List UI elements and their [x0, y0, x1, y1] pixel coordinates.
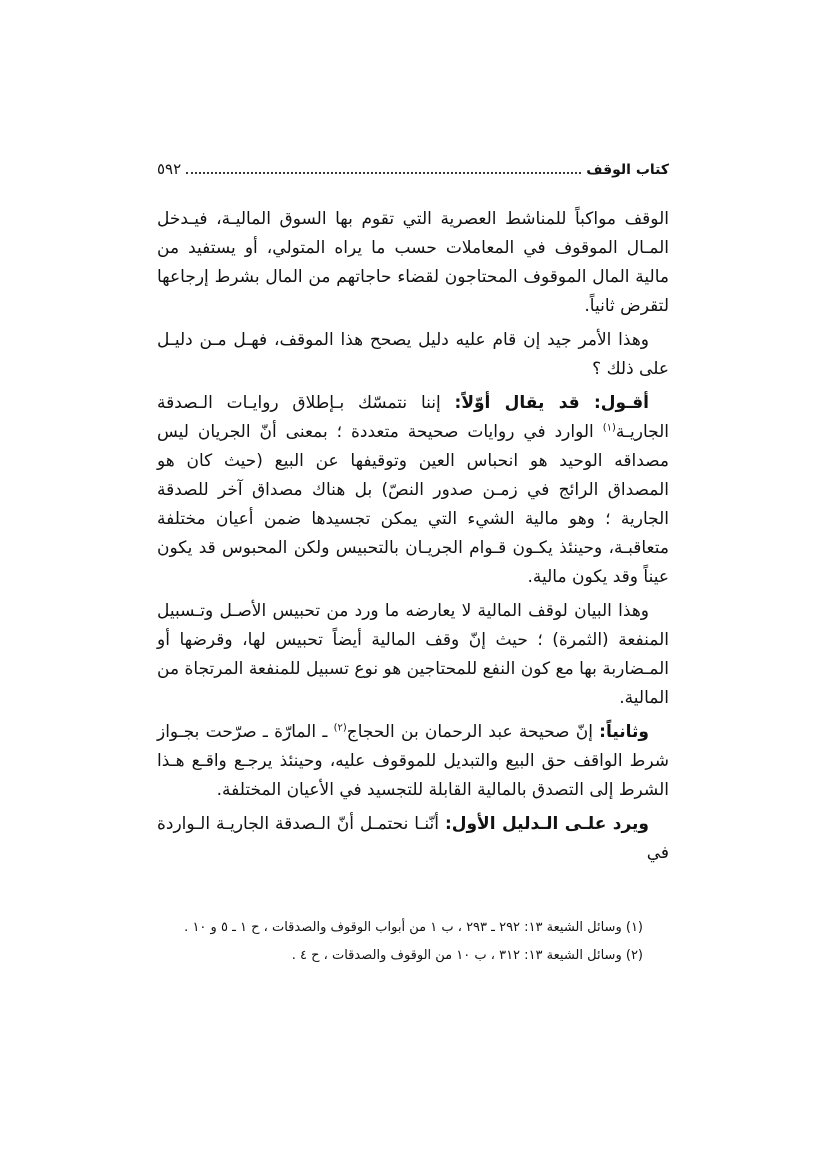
paragraph: [157, 205, 669, 321]
body-paragraphs: [157, 205, 669, 868]
bold-run: ويرد علـى الـدليل الأول:: [444, 814, 649, 834]
text-run: وهذا البيان لوقف المالية لا يعارضه ما ورد من تحبيس الأصـل وتـسبيل المنفعة (الثمرة) ؛ حيث إنّ وقف المالية أيضاً تحبيس لها، وقرضها أو المـضاربة بها مع كون النفع للمحتاجين هو نوع تسبيل للمنفعة المرتجاة من المالية.: [157, 601, 669, 708]
paragraph: [157, 326, 669, 384]
running-head-title: كتاب الوقف: [586, 162, 669, 178]
running-head: [157, 160, 669, 178]
paragraph: [157, 718, 669, 805]
footnote-marker: (٢): [333, 722, 347, 734]
paragraph: [157, 389, 669, 592]
text-run: وهذا الأمر جيد إن قام عليه دليل يصحح هذا الموقف، فهـل مـن دليـل على ذلك ؟: [157, 330, 669, 379]
footnote: (٢) وسائل الشيعة ١٣: ٣١٢ ، ب ١٠ من الوقوف والصدقات ، ح ٤ .: [291, 948, 643, 963]
text-run: الوقف مواكباً للمناشط العصرية التي تقوم بها السوق الماليـة، فيـدخل المـال الموقوف في المعاملات حسب ما يراه المتولي، أو يستفيد من مالية المال الموقوف المحتاجون لقضاء حاجاتهم من المال بشرط إرجاعها لتقرض ثانياً.: [157, 209, 669, 316]
paragraph: [157, 810, 669, 868]
footnotes: [157, 914, 669, 970]
text-run: إنّ صحيحة عبد الرحمان بن الحجاج: [346, 722, 600, 742]
text-run: الوارد في روايات صحيحة متعددة ؛ بمعنى أنّ الجريان ليس مصداقه الوحيد هو انحباس العين وتوقيفها عن البيع (حيث كان هو المصداق الرائج في زمـن صدور النصّ) بل هناك مصداق آخر للصدقة الجارية ؛ وهو مالية الشيء التي يمكن تجسيدها ضمن أعيان مختلفة متعاقبـة، وحينئذ يكـون قـوام الجريـان بالتحبيس ولكن المحبوس قد يكون عيناً وقد يكون مالية.: [157, 422, 669, 587]
bold-run: وثانياً:: [599, 722, 649, 742]
page-content: [157, 160, 669, 970]
footnote: (١) وسائل الشيعة ١٣: ٢٩٢ ـ ٢٩٣ ، ب ١ من أبواب الوقوف والصدقات ، ح ١ ـ ٥ و ١٠ .: [184, 920, 643, 935]
text-run: إننا نتمسّك بـإطلاق روايـات الـصدقة الجاريـة: [157, 393, 669, 442]
paragraph: [157, 597, 669, 713]
text-run: أنّنـا نحتمـل أنّ الـصدقة الجاريـة الـواردة في: [157, 814, 669, 863]
page-number: ٥٩٢: [157, 160, 182, 178]
dotted-leader: [186, 171, 581, 174]
bold-run: أقـول: قد يقال أوّلاً:: [454, 393, 649, 413]
footnote-marker: (١): [602, 422, 616, 434]
text-run: ـ المارّة ـ صرّحت بجـواز شرط الواقف حق البيع والتبديل للموقوف عليه، وحينئذ يرجـع واقـع هـذا الشرط إلى التصدق بالمالية القابلة للتجسيد في الأعيان المختلفة.: [157, 722, 669, 800]
